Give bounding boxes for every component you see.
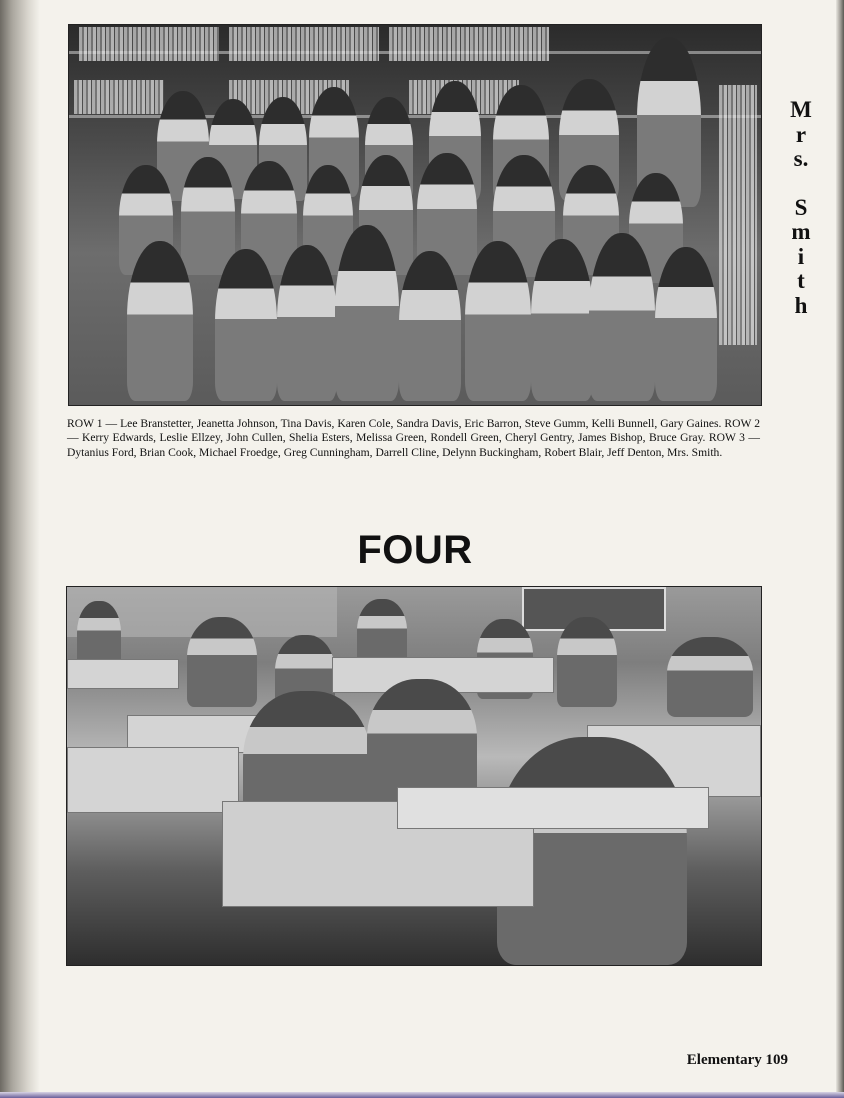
- seated-student: [667, 637, 753, 717]
- page-bottom-edge: [0, 1092, 844, 1098]
- classroom-photo: [66, 586, 762, 966]
- classroom-desk: [67, 747, 239, 813]
- page-folio: Elementary 109: [686, 1052, 788, 1068]
- student-figure: [181, 157, 235, 275]
- student-figure: [335, 225, 399, 401]
- student-figure: [277, 245, 337, 401]
- teacher-name-vertical: M r s. S m i t h: [790, 97, 812, 318]
- books: [389, 27, 549, 61]
- student-figure: [655, 247, 717, 401]
- books: [229, 27, 379, 61]
- student-figure: [215, 249, 277, 401]
- student-figure: [589, 233, 655, 401]
- classroom-desk: [397, 787, 709, 829]
- section-title: FOUR: [357, 528, 473, 572]
- classroom-desk: [67, 659, 179, 689]
- seated-student: [557, 617, 617, 707]
- page-edge: [836, 0, 844, 1098]
- student-figure: [127, 241, 193, 401]
- class-group-photo: [68, 24, 762, 406]
- photo-caption: ROW 1 — Lee Branstetter, Jeanetta Johnson, Tina Davis, Karen Cole, Sandra Davis, Eric Barron, Steve Gumm, Kelli Bunnell, Gary Gaines. ROW 2 — Kerry Edwards, Leslie Ellzey, John Cullen, Shelia Esters, Melissa Green, Rondell Green, Cheryl Gentry, James Bishop, Bruce Gray. ROW 3 — Dytanius Ford, Brian Cook, Michael Froedge, Greg Cunningham, Darrell Cline, Delynn Buckingham, Robert Blair, Jeff Denton, Mrs. Smith.: [67, 417, 760, 459]
- books: [74, 80, 164, 114]
- student-figure: [531, 239, 593, 401]
- seated-student: [187, 617, 257, 707]
- student-figure: [465, 241, 531, 401]
- books: [719, 85, 757, 345]
- student-figure: [399, 251, 461, 401]
- books: [79, 27, 219, 61]
